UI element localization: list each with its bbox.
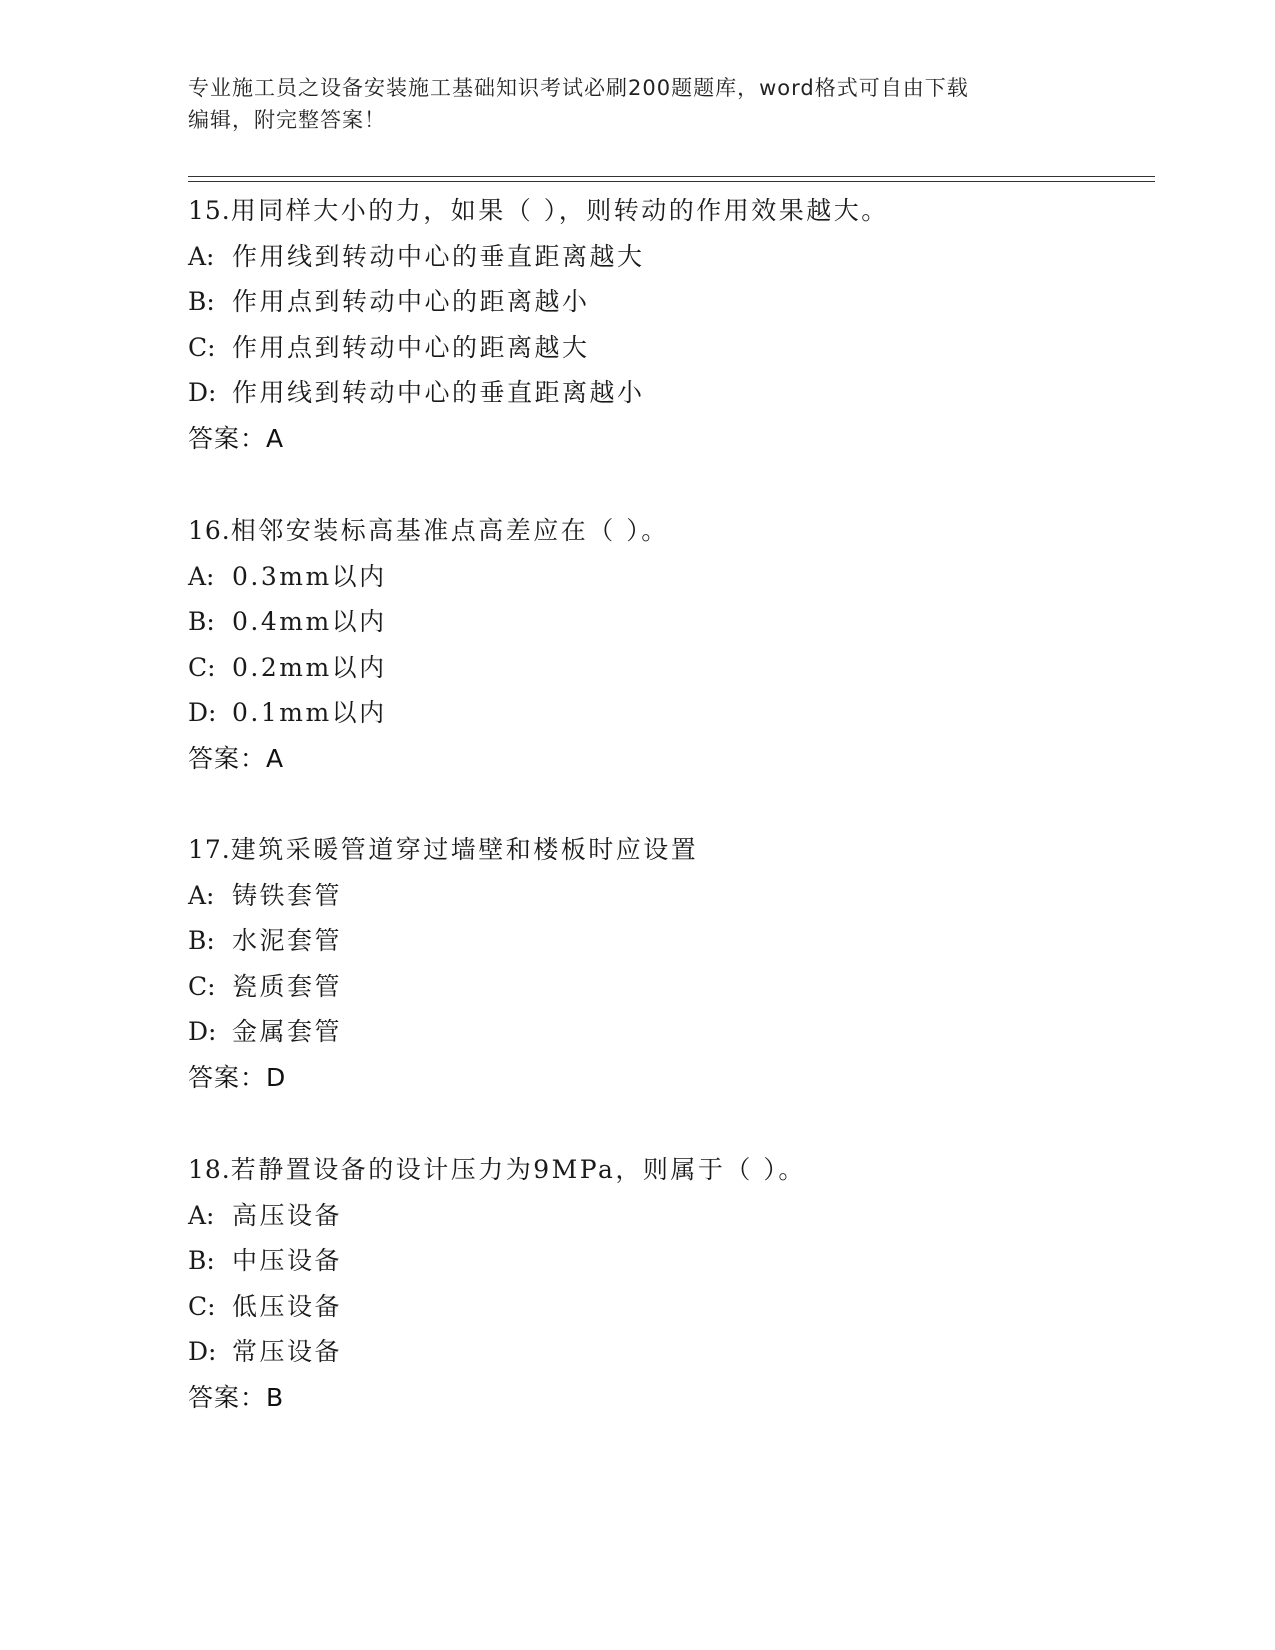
option-text: 作用线到转动中心的垂直距离越大 bbox=[232, 241, 645, 271]
answer-value: D bbox=[266, 1062, 287, 1092]
option-letter: C: bbox=[188, 1291, 216, 1321]
option-letter: D: bbox=[188, 698, 217, 727]
question-18 bbox=[188, 1147, 1148, 1420]
question-text: 建筑采暖管道穿过墙壁和楼板时应设置 bbox=[230, 835, 699, 864]
option-a bbox=[188, 873, 1148, 919]
answer-label: 答案： bbox=[188, 1382, 267, 1412]
option-text: 低压设备 bbox=[232, 1291, 343, 1321]
option-d bbox=[188, 690, 1148, 736]
option-letter: A: bbox=[188, 1200, 215, 1230]
question-17 bbox=[188, 827, 1148, 1100]
answer-value: B bbox=[266, 1382, 285, 1412]
option-d bbox=[188, 1329, 1148, 1375]
question-stem bbox=[188, 1147, 1148, 1193]
answer-line bbox=[188, 1375, 1148, 1421]
option-text: 水泥套管 bbox=[232, 926, 343, 955]
question-number: 15. bbox=[188, 196, 231, 225]
option-c bbox=[188, 645, 1148, 691]
option-d bbox=[188, 370, 1148, 416]
option-text: 瓷质套管 bbox=[232, 971, 343, 1001]
option-text: 作用点到转动中心的距离越大 bbox=[232, 332, 590, 362]
option-text: 0.1mm以内 bbox=[232, 698, 387, 727]
answer-line bbox=[188, 416, 1148, 462]
option-a bbox=[188, 234, 1148, 280]
header-title-line-1: 专业施工员之设备安装施工基础知识考试必刷200题题库，word格式可自由下载 bbox=[188, 76, 969, 100]
option-b bbox=[188, 599, 1148, 645]
option-letter: C: bbox=[188, 332, 216, 362]
option-letter: B: bbox=[188, 1246, 215, 1275]
option-letter: D: bbox=[188, 1337, 217, 1366]
option-text: 0.2mm以内 bbox=[232, 652, 387, 682]
question-stem bbox=[188, 827, 1148, 873]
question-stem bbox=[188, 188, 1148, 234]
question-text: 相邻安装标高基准点高差应在（ ）。 bbox=[230, 516, 669, 545]
option-b bbox=[188, 1238, 1148, 1284]
option-c bbox=[188, 964, 1148, 1010]
option-letter: A: bbox=[188, 561, 215, 591]
answer-value: A bbox=[266, 423, 285, 453]
option-a bbox=[188, 554, 1148, 600]
question-stem bbox=[188, 508, 1148, 554]
question-text: 若静置设备的设计压力为9MPa，则属于（ ）。 bbox=[230, 1155, 806, 1184]
option-letter: D: bbox=[188, 378, 217, 407]
document-header bbox=[188, 72, 1088, 136]
header-divider-top bbox=[188, 176, 1155, 177]
option-b bbox=[188, 279, 1148, 325]
option-c bbox=[188, 325, 1148, 371]
answer-label: 答案： bbox=[188, 743, 267, 773]
option-letter: A: bbox=[188, 241, 215, 271]
option-text: 金属套管 bbox=[232, 1017, 343, 1046]
option-letter: B: bbox=[188, 926, 215, 955]
option-text: 铸铁套管 bbox=[232, 880, 343, 910]
option-text: 作用线到转动中心的垂直距离越小 bbox=[232, 378, 645, 407]
question-16 bbox=[188, 508, 1148, 781]
answer-label: 答案： bbox=[188, 1062, 267, 1092]
option-d bbox=[188, 1009, 1148, 1055]
question-text: 用同样大小的力，如果（ ），则转动的作用效果越大。 bbox=[230, 196, 889, 225]
option-letter: A: bbox=[188, 880, 215, 910]
question-number: 16. bbox=[188, 516, 231, 545]
answer-label: 答案： bbox=[188, 423, 267, 453]
option-text: 高压设备 bbox=[232, 1200, 343, 1230]
option-text: 作用点到转动中心的距离越小 bbox=[232, 287, 590, 316]
option-letter: B: bbox=[188, 607, 215, 636]
answer-line bbox=[188, 736, 1148, 782]
question-number: 17. bbox=[188, 835, 231, 864]
option-text: 常压设备 bbox=[232, 1337, 343, 1366]
option-text: 0.3mm以内 bbox=[232, 561, 387, 591]
option-a bbox=[188, 1193, 1148, 1239]
option-letter: D: bbox=[188, 1017, 217, 1046]
option-letter: C: bbox=[188, 971, 216, 1001]
option-text: 中压设备 bbox=[232, 1246, 343, 1275]
option-text: 0.4mm以内 bbox=[232, 607, 387, 636]
header-title-line-2: 编辑，附完整答案！ bbox=[188, 108, 386, 132]
answer-value: A bbox=[266, 743, 285, 773]
option-c bbox=[188, 1284, 1148, 1330]
question-15 bbox=[188, 188, 1148, 461]
answer-line bbox=[188, 1055, 1148, 1101]
question-number: 18. bbox=[188, 1155, 231, 1184]
option-b bbox=[188, 918, 1148, 964]
header-divider-bottom bbox=[188, 181, 1155, 182]
option-letter: C: bbox=[188, 652, 216, 682]
option-letter: B: bbox=[188, 287, 215, 316]
